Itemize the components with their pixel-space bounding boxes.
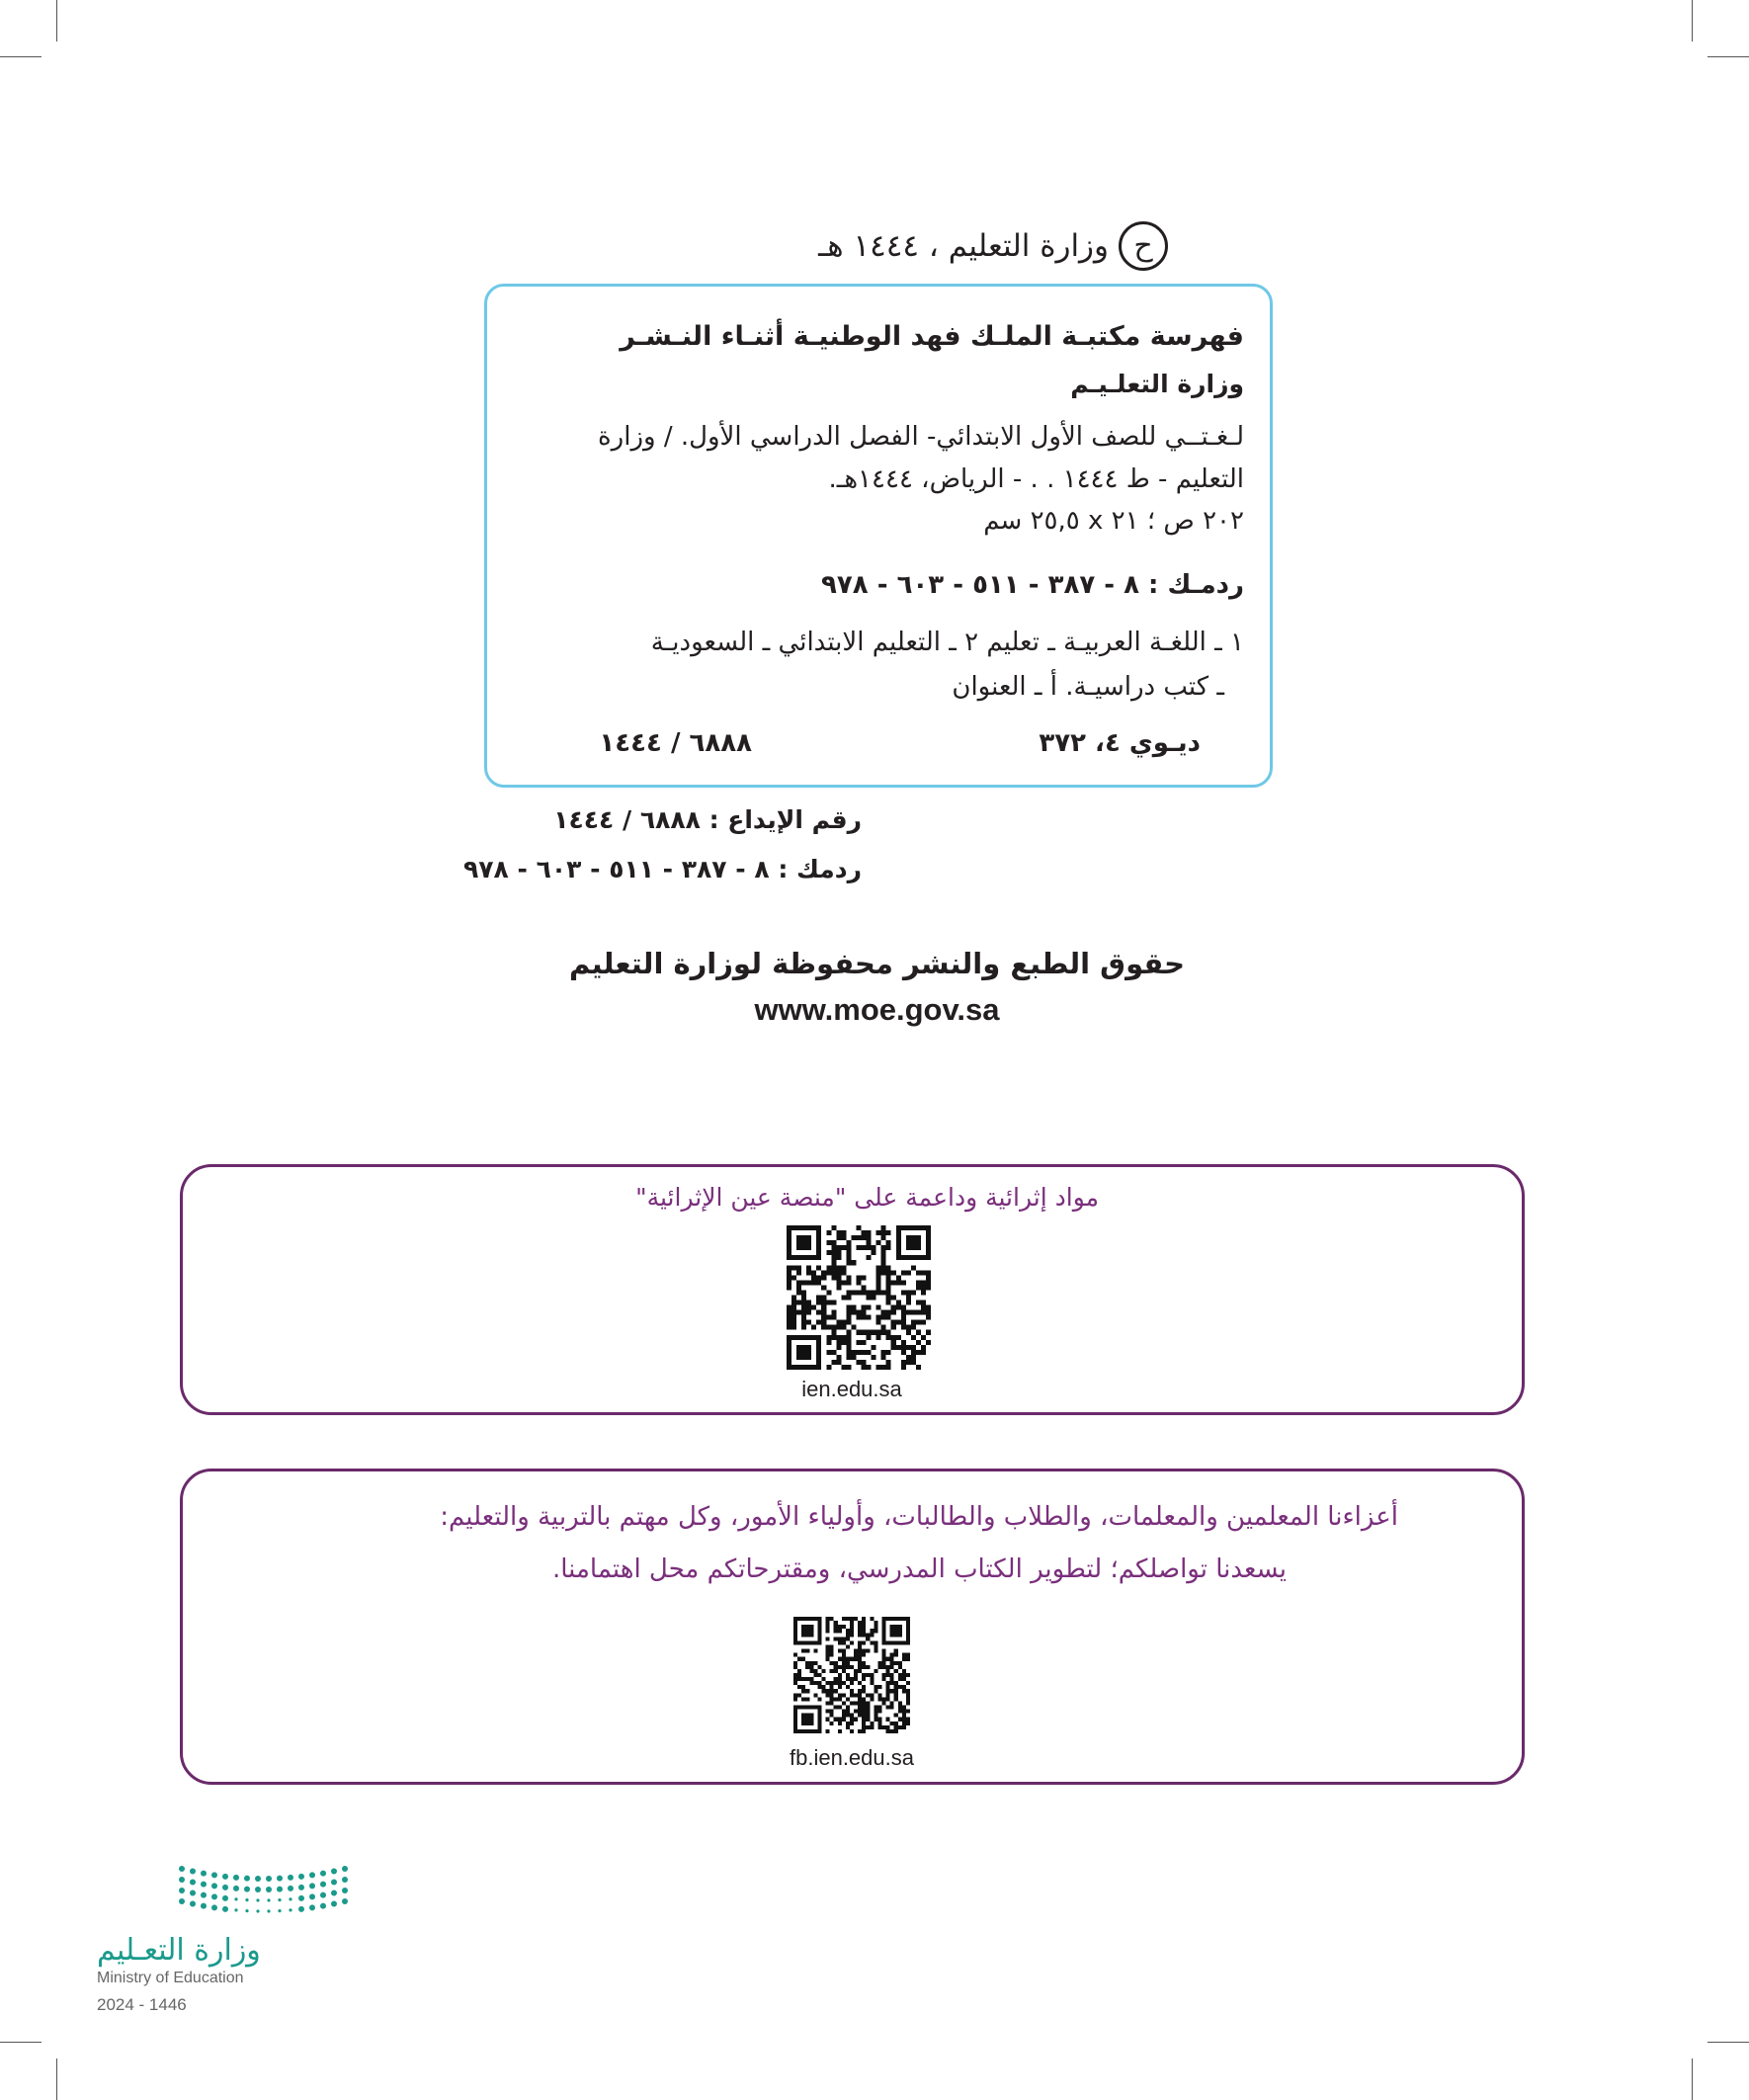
catalog-description-line-3: ٢٠٢ ص ؛ ٢١ x ٢٥,٥ سم [983, 506, 1244, 536]
catalog-subjects-line-2: ـ كتب دراسيـة. أ ـ العنوان [952, 672, 1224, 702]
deposit-isbn: ردمك : ٨ - ٣٨٧ - ٥١١ - ٦٠٣ - ٩٧٨ [463, 855, 862, 883]
catalog-deposit-ref: ٦٨٨٨ / ١٤٤٤ [599, 728, 752, 758]
crop-mark-bottom-left-h [0, 2042, 42, 2043]
ministry-logo-icon [176, 1861, 354, 1918]
website-link[interactable]: www.moe.gov.sa [754, 992, 1000, 1027]
copyright-text: وزارة التعليم ، ١٤٤٤ هـ [818, 228, 1109, 264]
feedback-qr-url[interactable]: fb.ien.edu.sa [790, 1745, 914, 1770]
catalog-isbn: ردمـك : ٨ - ٣٨٧ - ٥١١ - ٦٠٣ - ٩٧٨ [821, 570, 1244, 600]
logo-english-name: Ministry of Education [97, 1970, 244, 1986]
feedback-qr-code[interactable] [793, 1617, 910, 1733]
catalog-description-line-1: لـغـتــي للصف الأول الابتدائي- الفصل الدراسي الأول. / وزارة [598, 422, 1244, 452]
catalog-description-line-2: التعليم - ط ١٤٤٤ . . - الرياض، ١٤٤٤هـ. [828, 464, 1244, 494]
logo-year: 2024 - 1446 [97, 1995, 187, 2014]
crop-mark-top-left-h [0, 56, 42, 57]
feedback-line-2: يسعدنا تواصلكم؛ لتطوير الكتاب المدرسي، ومقترحاتكم محل اهتمامنا. [551, 1554, 1287, 1584]
copyright-line [818, 221, 1168, 271]
crop-mark-bottom-right-h [1707, 2042, 1749, 2043]
crop-mark-top-left-v [56, 0, 57, 42]
deposit-number: رقم الإيداع : ٦٨٨٨ / ١٤٤٤ [553, 805, 862, 834]
catalog-dewey: ديـوي ٤، ٣٧٢ [1039, 728, 1201, 758]
enrichment-qr-code[interactable] [787, 1225, 931, 1370]
crop-mark-top-right-v [1692, 0, 1693, 42]
rights-statement: حقوق الطبع والنشر محفوظة لوزارة التعليم [568, 947, 1186, 980]
copyright-symbol: ح [1119, 221, 1168, 271]
crop-mark-bottom-left-v [56, 2058, 57, 2100]
catalog-subjects-line-1: ١ ـ اللغـة العربيـة ـ تعليم ٢ ـ التعليم الابتدائي ـ السعوديـة [650, 628, 1244, 657]
enrichment-qr-url[interactable]: ien.edu.sa [801, 1377, 902, 1401]
feedback-line-1: أعزاءنا المعلمين والمعلمات، والطلاب والطالبات، وأولياء الأمور، وكل مهتم بالتربية والتعليم: [440, 1502, 1398, 1532]
cataloging-in-publication-box [484, 284, 1273, 788]
enrichment-text: مواد إثرائية وداعمة على "منصة عين الإثرائية" [635, 1183, 1099, 1212]
catalog-author: وزارة التعلـيـم [1070, 370, 1244, 398]
logo-arabic-name: وزارة التعـليم [97, 1933, 261, 1968]
crop-mark-top-right-h [1707, 56, 1749, 57]
catalog-title: فهرسة مكتبـة الملـك فهد الوطنيـة أثنـاء النـشـر [620, 321, 1244, 352]
crop-mark-bottom-right-v [1692, 2058, 1693, 2100]
